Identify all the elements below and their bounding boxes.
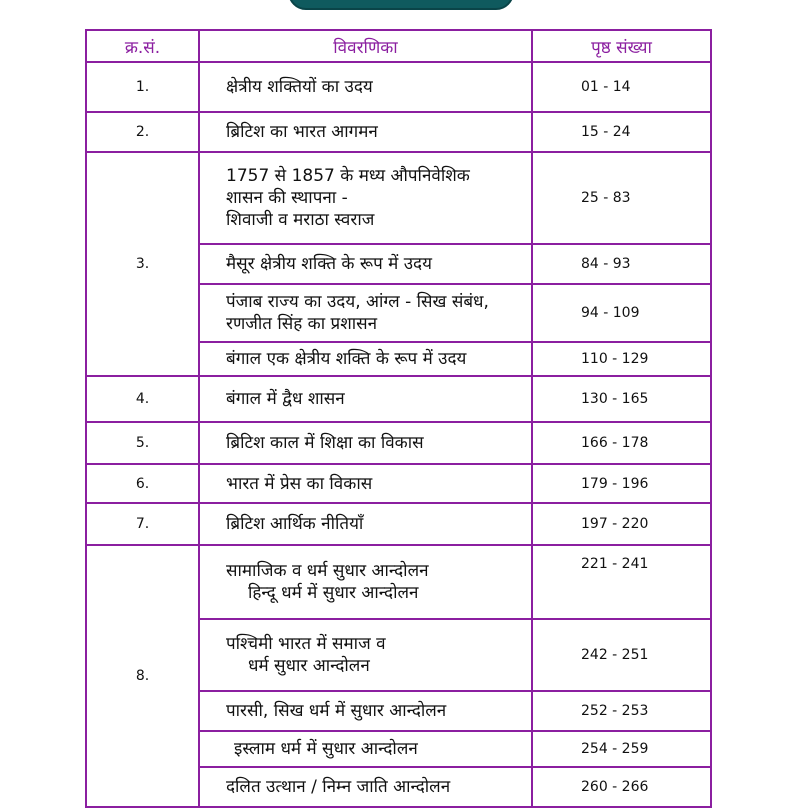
row-pages: 254 - 259 [532,731,711,767]
table-row [86,422,711,464]
row-title [199,62,532,112]
row-number: 3. [86,152,199,376]
row-title [199,691,532,731]
top-header-tab [288,0,514,10]
row-number: 4. [86,376,199,422]
row-number: 7. [86,503,199,545]
row-title-line: पश्चिमी भारत में समाज व [226,634,386,654]
row-pages: 252 - 253 [532,691,711,731]
row-title-line: रणजीत सिंह का प्रशासन [226,314,378,334]
row-pages: 94 - 109 [532,284,711,342]
row-title-line: धर्म सुधार आन्दोलन [248,656,370,676]
table-row [86,62,711,112]
header-row [86,30,711,62]
row-title-line: बंगाल एक क्षेत्रीय शक्ति के रूप में उदय [226,349,467,369]
table-row [86,464,711,503]
row-title-line: पंजाब राज्य का उदय, आंग्ल - सिख संबंध, [226,292,489,312]
row-pages: 179 - 196 [532,464,711,503]
table-row [86,503,711,545]
header-serial: क्र.सं. [86,30,199,62]
row-title [199,731,532,767]
row-title [199,112,532,152]
header-title: विवरणिका [199,30,532,62]
row-title-line: बंगाल में द्वैध शासन [226,389,345,409]
row-title [199,244,532,284]
row-title-line: ब्रिटिश काल में शिक्षा का विकास [226,433,424,453]
row-title [199,284,532,342]
row-pages: 110 - 129 [532,342,711,376]
row-title-line: ब्रिटिश आर्थिक नीतियाँ [226,514,364,534]
row-title-line: 1757 से 1857 के मध्य औपनिवेशिक [226,166,470,186]
table-row [86,152,711,244]
row-number: 6. [86,464,199,503]
row-number: 2. [86,112,199,152]
header-pages: पृष्ठ संख्या [532,30,711,62]
row-title-line: पारसी, सिख धर्म में सुधार आन्दोलन [226,701,447,721]
row-title [199,376,532,422]
row-pages: 197 - 220 [532,503,711,545]
row-title [199,422,532,464]
row-title [199,767,532,807]
table-row [86,545,711,619]
row-pages: 166 - 178 [532,422,711,464]
row-title-line: ब्रिटिश का भारत आगमन [226,122,378,142]
row-title [199,464,532,503]
row-pages: 130 - 165 [532,376,711,422]
table-row [86,376,711,422]
row-title-line: शिवाजी व मराठा स्वराज [226,210,375,230]
row-pages: 84 - 93 [532,244,711,284]
row-title-line: क्षेत्रीय शक्तियों का उदय [226,77,373,97]
table-row [86,112,711,152]
row-pages: 260 - 266 [532,767,711,807]
row-pages: 15 - 24 [532,112,711,152]
table-of-contents [85,29,712,808]
row-title-line: हिन्दू धर्म में सुधार आन्दोलन [248,583,419,603]
row-title-line: शासन की स्थापना - [226,188,348,208]
row-pages: 01 - 14 [532,62,711,112]
row-pages: 25 - 83 [532,152,711,244]
row-pages: 242 - 251 [532,619,711,691]
row-title [199,342,532,376]
row-title [199,545,532,619]
row-title-line: इस्लाम धर्म में सुधार आन्दोलन [234,739,418,759]
row-number: 8. [86,545,199,807]
row-title-line: दलित उत्थान / निम्न जाति आन्दोलन [226,777,451,797]
row-title [199,619,532,691]
row-title-line: भारत में प्रेस का विकास [226,473,373,494]
row-title-line: मैसूर क्षेत्रीय शक्ति के रूप में उदय [226,254,432,274]
row-title [199,152,532,244]
row-title-line: सामाजिक व धर्म सुधार आन्दोलन [226,561,429,581]
row-pages: 221 - 241 [532,545,711,619]
row-number: 5. [86,422,199,464]
row-title [199,503,532,545]
row-number: 1. [86,62,199,112]
